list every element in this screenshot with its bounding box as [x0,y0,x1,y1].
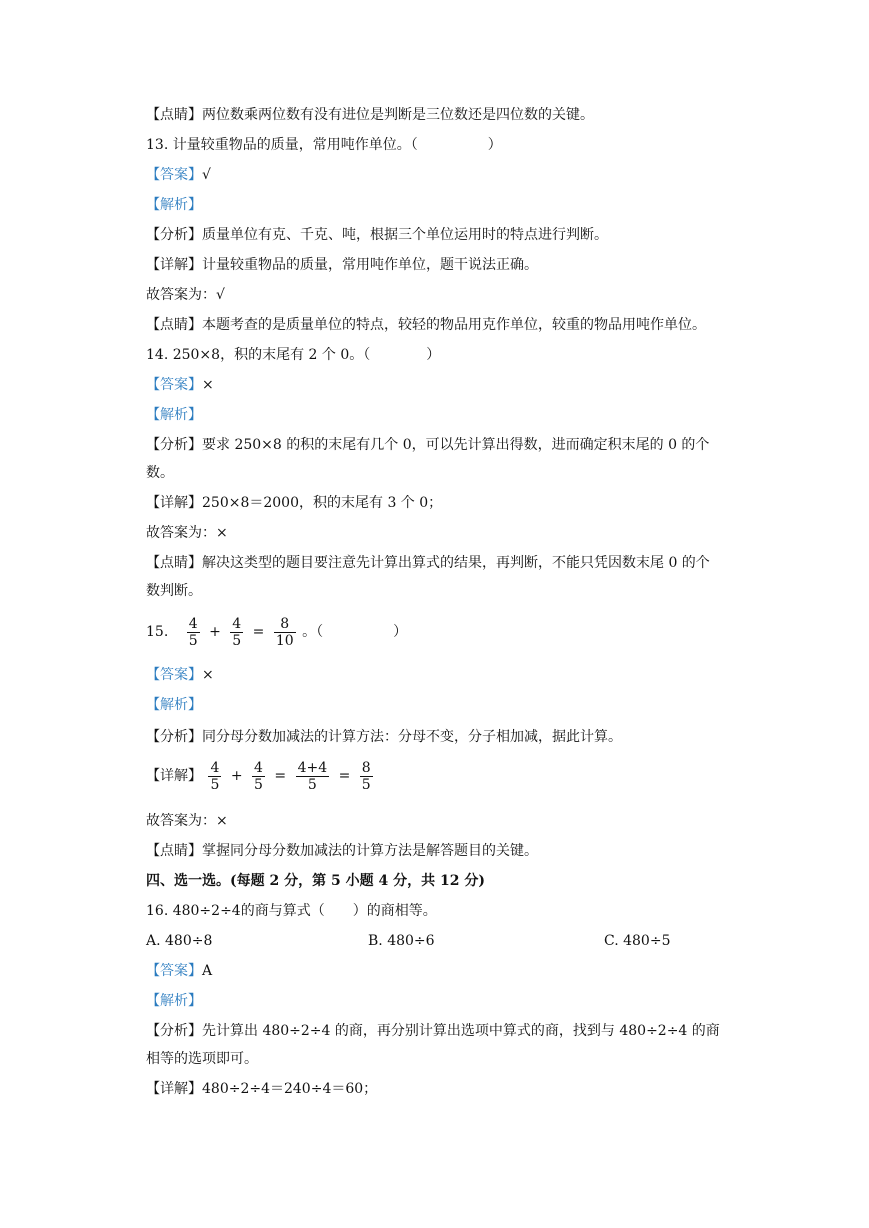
option-c: C. 480÷5 [604,933,671,949]
conclusion-15: 故答案为：× [146,813,228,829]
fraction: $\frac{4}{5}$ [254,759,263,793]
answer-14 [146,376,749,394]
answer-tag: 【答案】 [146,667,202,683]
answer-value: √ [202,167,211,183]
answer-value: A [202,963,213,979]
tip-15: 【点睛】掌握同分母分数加减法的计算方法是解答题目的关键。 [146,843,538,859]
fraction: $\frac{4+4}{5}$ [297,759,328,793]
analysis-15: 【分析】同分母分数加减法的计算方法：分母不变，分子相加减，据此计算。 [146,729,622,745]
question-16: 16. 480÷2÷4的商与算式（ ）的商相等。 [146,903,437,919]
section-heading: 四、选一选。(每题 2 分，第 5 小题 4 分，共 12 分) [146,873,485,889]
detail-16: 【详解】480÷2÷4＝240÷4＝60； [146,1081,378,1097]
conclusion-13: 故答案为：√ [146,287,225,303]
analysis-header-14: 【解析】 [146,407,202,423]
tip-14-line2: 数判断。 [146,583,202,599]
tip-line: 【点睛】两位数乘两位数有没有进位是判断是三位数还是四位数的关键。 [146,107,594,123]
fraction: $\frac{4}{5}$ [188,615,198,649]
analysis-header-15: 【解析】 [146,697,202,713]
option-b: B. 480÷6 [368,933,435,949]
question-number: 15. [146,624,169,640]
fraction: $\frac{4}{5}$ [210,759,220,793]
answer-16 [146,962,749,980]
answer-value: × [202,377,214,393]
detail-14: 【详解】250×8＝2000，积的末尾有 3 个 0； [146,495,443,511]
analysis-header-13: 【解析】 [146,197,202,213]
analysis-16-line1: 【分析】先计算出 480÷2÷4 的商，再分别计算出选项中算式的商，找到与 480÷2÷4 的商 [146,1023,720,1039]
question-15 [146,612,749,656]
analysis-16-line2: 相等的选项即可。 [146,1051,258,1067]
conclusion-14: 故答案为：× [146,525,228,541]
analysis-14-line2: 数。 [146,465,174,481]
detail-tag: 【详解】 [146,768,202,784]
fraction: $\frac{8}{5}$ [361,759,371,793]
detail-15 [146,756,749,802]
question-tail: 。（ ） [302,624,408,640]
tip-14-line1: 【点睛】解决这类型的题目要注意先计算出算式的结果，再判断，不能只凭因数末尾 0 的个 [146,555,710,571]
answer-tag: 【答案】 [146,963,202,979]
answer-value: × [202,667,214,683]
answer-13 [146,166,749,184]
fraction: $\frac{4}{5}$ [232,615,242,649]
answer-15 [146,666,749,684]
question-14: 14. 250×8，积的末尾有 2 个 0。（ ） [146,347,441,363]
fraction: $\frac{8}{10}$ [275,615,294,649]
question-13: 13. 计量较重物品的质量，常用吨作单位。（ ） [146,137,502,153]
analysis-13: 【分析】质量单位有克、千克、吨，根据三个单位运用时的特点进行判断。 [146,227,608,243]
answer-tag: 【答案】 [146,167,202,183]
equals-sign: = [252,624,265,640]
detail-13: 【详解】计量较重物品的质量，常用吨作单位，题干说法正确。 [146,257,538,273]
analysis-14-line1: 【分析】要求 250×8 的积的末尾有几个 0，可以先计算出得数，进而确定积末尾的 0 的个 [146,437,710,453]
equals-sign: = [274,768,287,784]
plus-sign: + [230,768,243,784]
tip-13: 【点睛】本题考查的是质量单位的特点，较轻的物品用克作单位，较重的物品用吨作单位。 [146,317,706,333]
analysis-header-16: 【解析】 [146,993,202,1009]
plus-sign: + [209,624,221,640]
answer-tag: 【答案】 [146,377,202,393]
equals-sign: = [338,768,351,784]
option-a: A. 480÷8 [146,933,213,949]
